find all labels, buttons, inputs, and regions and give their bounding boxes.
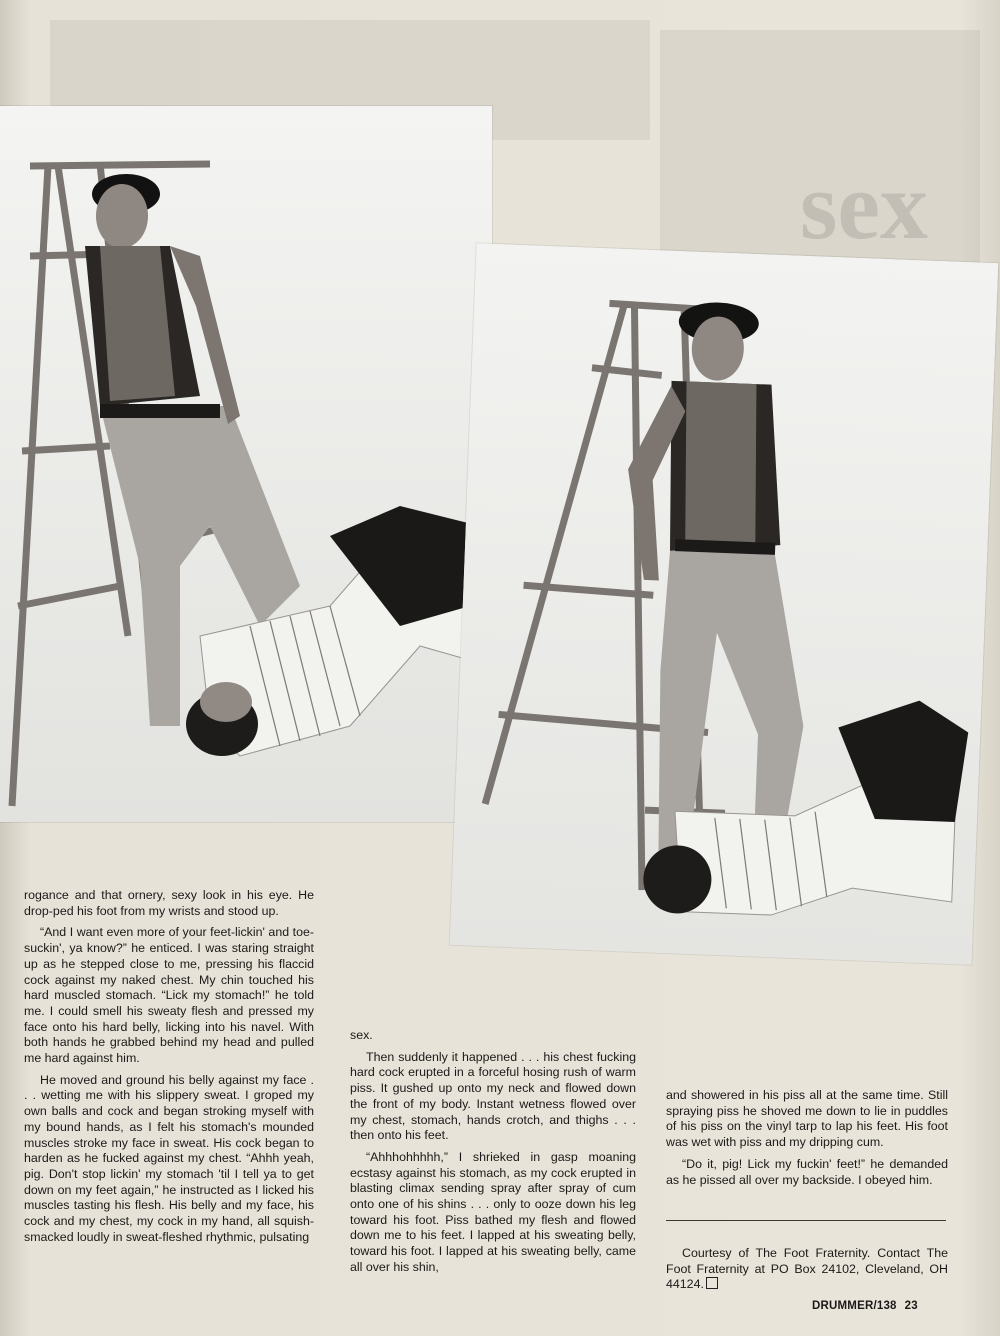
article-column-2: [350, 1028, 636, 1282]
paragraph: “And I want even more of your feet-lickin' and toe-suckin', ya know?” he enticed. I was staring straight up as he stepped close to me, pressing his flaccid cock against my naked chest. My chin touched his hard muscled stomach. “Lick my stomach!” he told me. I could smell his sweaty flesh and pressed my face onto his hard belly, licking into his navel. With both hands he grabbed behind my head and pulled me hard against him.: [24, 925, 314, 1066]
credit-text: [666, 1246, 948, 1293]
page-footer: [812, 1300, 918, 1312]
credit-note: [666, 1246, 948, 1299]
show-through-word: sex: [800, 152, 928, 259]
paragraph: He moved and ground his belly against my face . . . wetting me with his slippery sweat. I groped my own balls and cock and began stroking myself with my bound hands, as I felt his stomach's mounded muscles stroke my face in sweat. His cock began to harden as he fucked against my chest. “Ahhh yeah, pig. Don't stop lickin' my stomach 'til I tell ya to get down on my feet again,” he instructed as I licked his muscles tasting his flesh. His belly and my face, his cock and my chest, my cock in my hand, all squish-smacked loudly in sweat-fleshed rhythmic, pulsating: [24, 1072, 314, 1244]
photo-standing-man-ladder: [0, 106, 492, 822]
magazine-issue: DRUMMER/138: [812, 1300, 897, 1312]
photo-man-standing-on-man: [450, 243, 999, 965]
paragraph: and showered in his piss all at the same time. Still spraying piss he shoved me down to lie in puddles of his piss on the vinyl tarp to lap his feet. His foot was wet with piss and my dripping cum.: [666, 1088, 948, 1150]
paragraph: “Ahhhohhhhh,” I shrieked in gasp moaning ecstasy against his stomach, as my cock erupted in blasting climax sending spray after spray of cum onto one of his shins . . . only to ooze down his leg toward his foot. Piss bathed my flesh and flowed down me to his feet. I lapped at his sweating belly, toward his foot. I lapped at his sweating belly, came all over his shin,: [350, 1149, 636, 1274]
end-mark-icon: [706, 1277, 718, 1289]
article-column-3: [666, 1088, 948, 1194]
divider-rule: [666, 1220, 946, 1221]
paragraph: “Do it, pig! Lick my fuckin' feet!” he demanded as he pissed all over my backside. I obeyed him.: [666, 1156, 948, 1187]
paragraph: rogance and that ornery, sexy look in his eye. He drop-ped his foot from my wrists and stood up.: [24, 888, 314, 918]
page-number: 23: [904, 1300, 918, 1312]
paragraph: Then suddenly it happened . . . his chest fucking hard cock erupted in a forceful hosing rush of warm piss. It gushed up onto my neck and flowed down the front of my body. Instant wetness flowed over my chest, stomach, hands crotch, and thighs . . . then onto his feet.: [350, 1049, 636, 1143]
article-column-1: [24, 888, 314, 1251]
credit-text-content: Courtesy of The Foot Fraternity. Contact The Foot Fraternity at PO Box 24102, Cleveland, OH 44124.: [666, 1246, 948, 1292]
paragraph: sex.: [350, 1028, 373, 1042]
